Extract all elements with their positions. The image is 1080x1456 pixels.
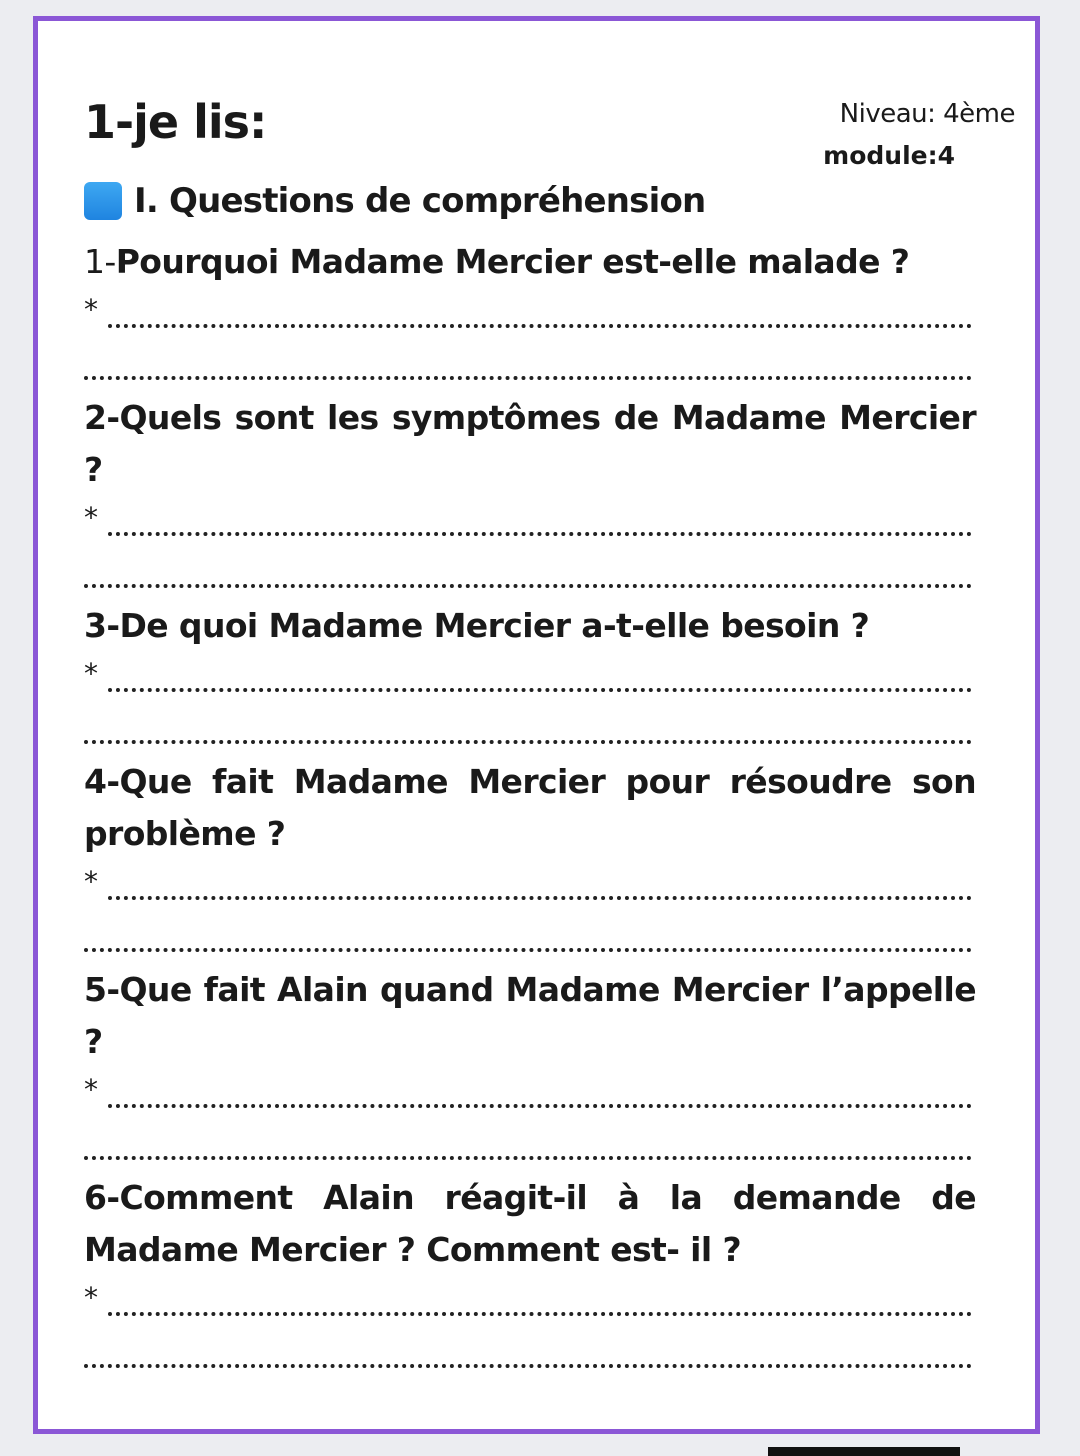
dotted-line: [108, 1104, 972, 1108]
question-text: [84, 392, 976, 496]
dotted-line: [108, 688, 972, 692]
question-text: [84, 600, 976, 652]
dotted-line: [84, 948, 972, 952]
dotted-line: [84, 584, 972, 588]
bottom-bar: [768, 1447, 960, 1456]
answer-marker: *: [84, 1281, 98, 1314]
question-number: 4-: [84, 762, 120, 801]
question-block: [84, 600, 976, 756]
answer-line[interactable]: [84, 1068, 976, 1120]
level-label: Niveau: 4ème: [839, 99, 1015, 129]
module-label: module:4: [823, 141, 955, 170]
question-number: 6-: [84, 1178, 120, 1217]
question-body: De quoi Madame Mercier a-t-elle besoin ?: [119, 606, 870, 645]
answer-line[interactable]: [84, 860, 976, 912]
answer-line[interactable]: [84, 1328, 976, 1380]
question-body: Pourquoi Madame Mercier est-elle malade ?: [115, 242, 910, 281]
dotted-line: [84, 740, 972, 744]
question-block: [84, 1172, 976, 1380]
dotted-line: [108, 896, 972, 900]
section-heading: [84, 181, 705, 221]
question-text: [84, 1172, 976, 1276]
question-number: 5-: [84, 970, 120, 1009]
question-body: Quels sont les symptômes de Madame Mercier ?: [84, 398, 976, 489]
answer-marker: *: [84, 657, 98, 690]
answer-line[interactable]: [84, 340, 976, 392]
answer-line[interactable]: [84, 912, 976, 964]
question-body: Que fait Alain quand Madame Mercier l’appelle ?: [84, 970, 976, 1061]
answer-marker: *: [84, 293, 98, 326]
dotted-line: [108, 324, 972, 328]
question-text: [84, 236, 976, 288]
question-block: [84, 236, 976, 392]
question-block: [84, 392, 976, 600]
level-info: [823, 101, 1015, 168]
dotted-line: [84, 376, 972, 380]
answer-marker: *: [84, 1073, 98, 1106]
answer-line[interactable]: [84, 704, 976, 756]
question-number: 3-: [84, 606, 120, 645]
question-text: [84, 756, 976, 860]
question-list: [84, 236, 976, 1380]
answer-line[interactable]: [84, 1120, 976, 1172]
dotted-line: [108, 532, 972, 536]
answer-line[interactable]: [84, 652, 976, 704]
section-title: I. Questions de compréhension: [134, 181, 706, 221]
answer-marker: *: [84, 865, 98, 898]
answer-line[interactable]: [84, 548, 976, 600]
dotted-line: [84, 1156, 972, 1160]
worksheet: [33, 16, 1040, 1434]
answer-line[interactable]: [84, 1276, 976, 1328]
question-block: [84, 964, 976, 1172]
question-block: [84, 756, 976, 964]
question-text: [84, 964, 976, 1068]
dotted-line: [84, 1364, 972, 1368]
answer-line[interactable]: [84, 288, 976, 340]
blue-square-icon: [84, 182, 122, 220]
dotted-line: [108, 1312, 972, 1316]
answer-marker: *: [84, 501, 98, 534]
question-number: 1-: [84, 242, 116, 281]
question-number: 2-: [84, 398, 120, 437]
question-body: Comment Alain réagit-il à la demande de Madame Mercier ? Comment est- il ?: [84, 1178, 976, 1269]
question-body: Que fait Madame Mercier pour résoudre son problème ?: [84, 762, 976, 853]
answer-line[interactable]: [84, 496, 976, 548]
page-title: 1-je lis:: [84, 95, 267, 149]
